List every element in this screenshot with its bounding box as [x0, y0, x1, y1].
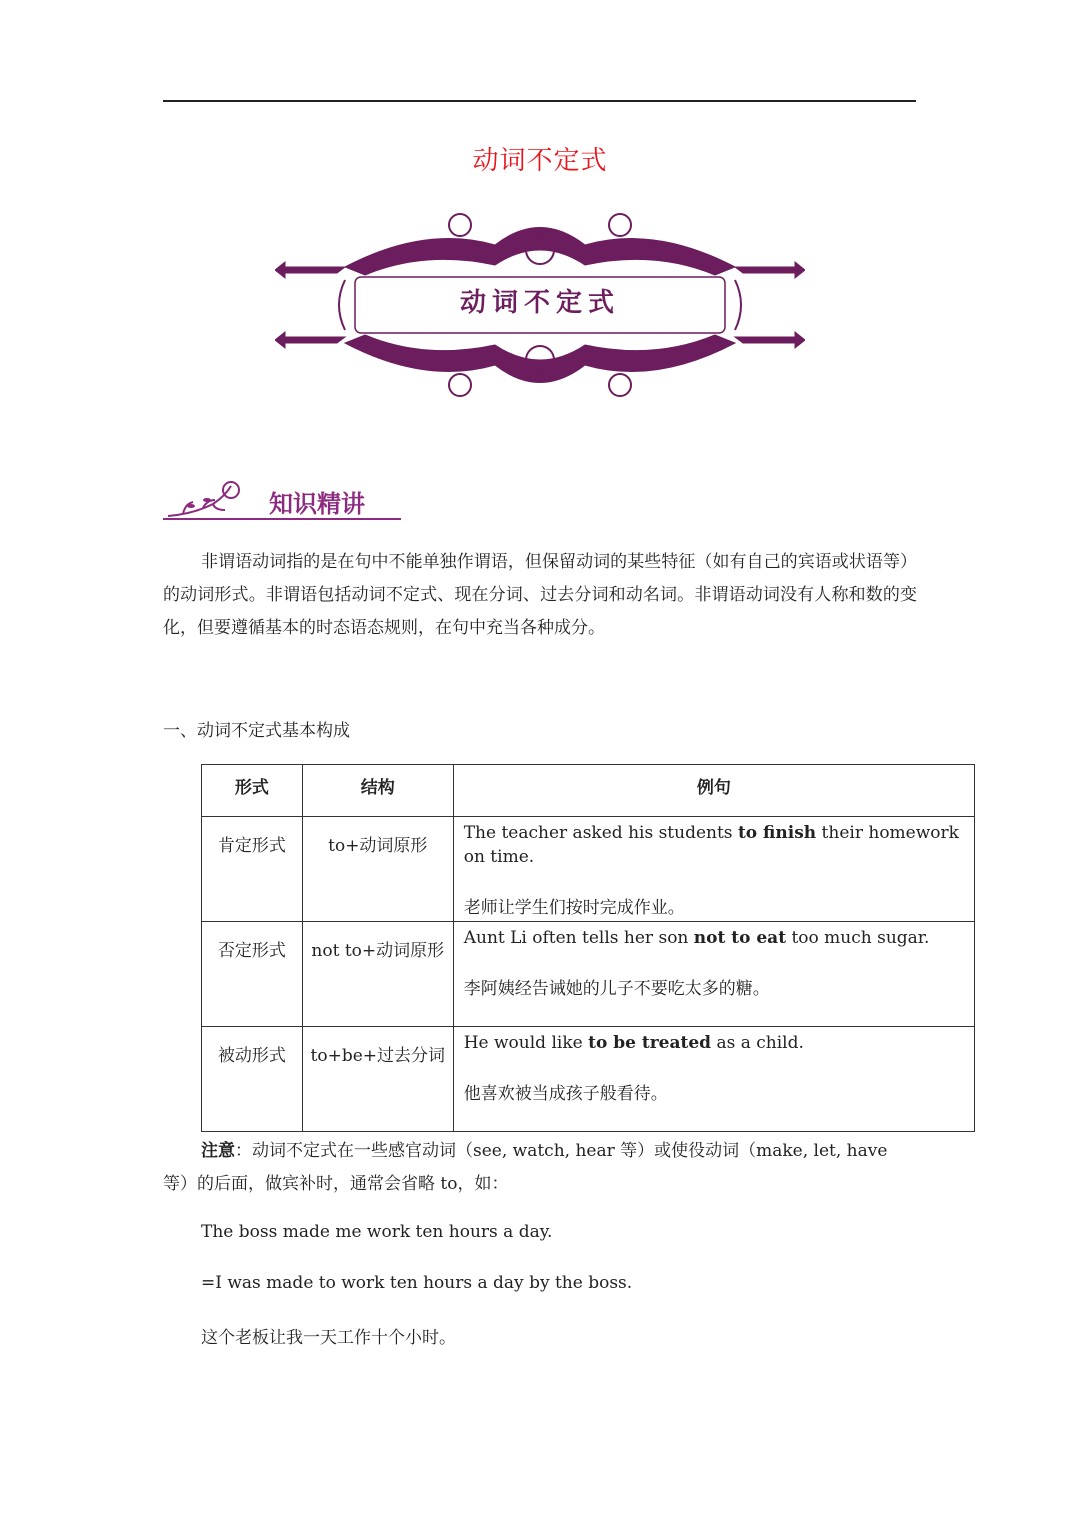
structure-cell: to+be+过去分词 — [302, 1027, 453, 1132]
header-rule — [163, 100, 916, 102]
structure-cell: not to+动词原形 — [302, 922, 453, 1027]
note-paragraph — [163, 1135, 917, 1201]
table-header-cell: 结构 — [302, 765, 453, 817]
table-header-cell: 形式 — [202, 765, 303, 817]
grammar-table — [201, 764, 975, 1132]
table-row — [202, 922, 975, 1027]
example-english: He would like to be treated as a child. — [463, 1033, 804, 1053]
intro-paragraph: 非谓语动词指的是在句中不能单独作谓语，但保留动词的某些特征（如有自己的宾语或状语等）的动词形式。非谓语包括动词不定式、现在分词、过去分词和动名词。非谓语动词没有人称和数的变化，但要遵循基本的时态语态规则，在句中充当各种成分。 — [163, 552, 917, 638]
example-chinese: 他喜欢被当成孩子般看待。 — [463, 1084, 668, 1104]
form-cell: 被动形式 — [202, 1027, 303, 1132]
banner-title: 动词不定式 — [459, 288, 620, 318]
section-title: 知识精讲 — [269, 490, 365, 518]
vine-ornament-icon — [163, 474, 263, 520]
form-cell: 肯定形式 — [202, 817, 303, 922]
section-underline — [163, 518, 401, 520]
structure-cell: to+动词原形 — [302, 817, 453, 922]
example-cell — [453, 1027, 974, 1132]
example-english: The teacher asked his students to finish their homework on time. — [463, 823, 959, 867]
subheading: 一、动词不定式基本构成 — [163, 721, 350, 741]
note-text: ：动词不定式在一些感官动词（see, watch, hear 等）或使役动词（make, let, have 等）的后面，做宾补时，通常会省略 to，如： — [163, 1141, 888, 1194]
example-english: Aunt Li often tells her son not to eat too much sugar. — [463, 928, 930, 948]
example-cell — [453, 922, 974, 1027]
example-sentence: 这个老板让我一天工作十个小时。 — [201, 1328, 456, 1348]
note-label: 注意 — [201, 1141, 235, 1161]
example-chinese: 老师让学生们按时完成作业。 — [463, 898, 685, 918]
table-header-row — [202, 765, 975, 817]
example-sentence: The boss made me work ten hours a day. — [201, 1222, 553, 1242]
section-heading — [163, 474, 403, 524]
form-cell: 否定形式 — [202, 922, 303, 1027]
table-header-cell: 例句 — [453, 765, 974, 817]
table-row — [202, 817, 975, 922]
example-sentence: =I was made to work ten hours a day by the boss. — [201, 1273, 633, 1293]
example-chinese: 李阿姨经告诫她的儿子不要吃太多的糖。 — [463, 979, 770, 999]
table-row — [202, 1027, 975, 1132]
example-cell — [453, 817, 974, 922]
document-title: 动词不定式 — [472, 146, 608, 176]
